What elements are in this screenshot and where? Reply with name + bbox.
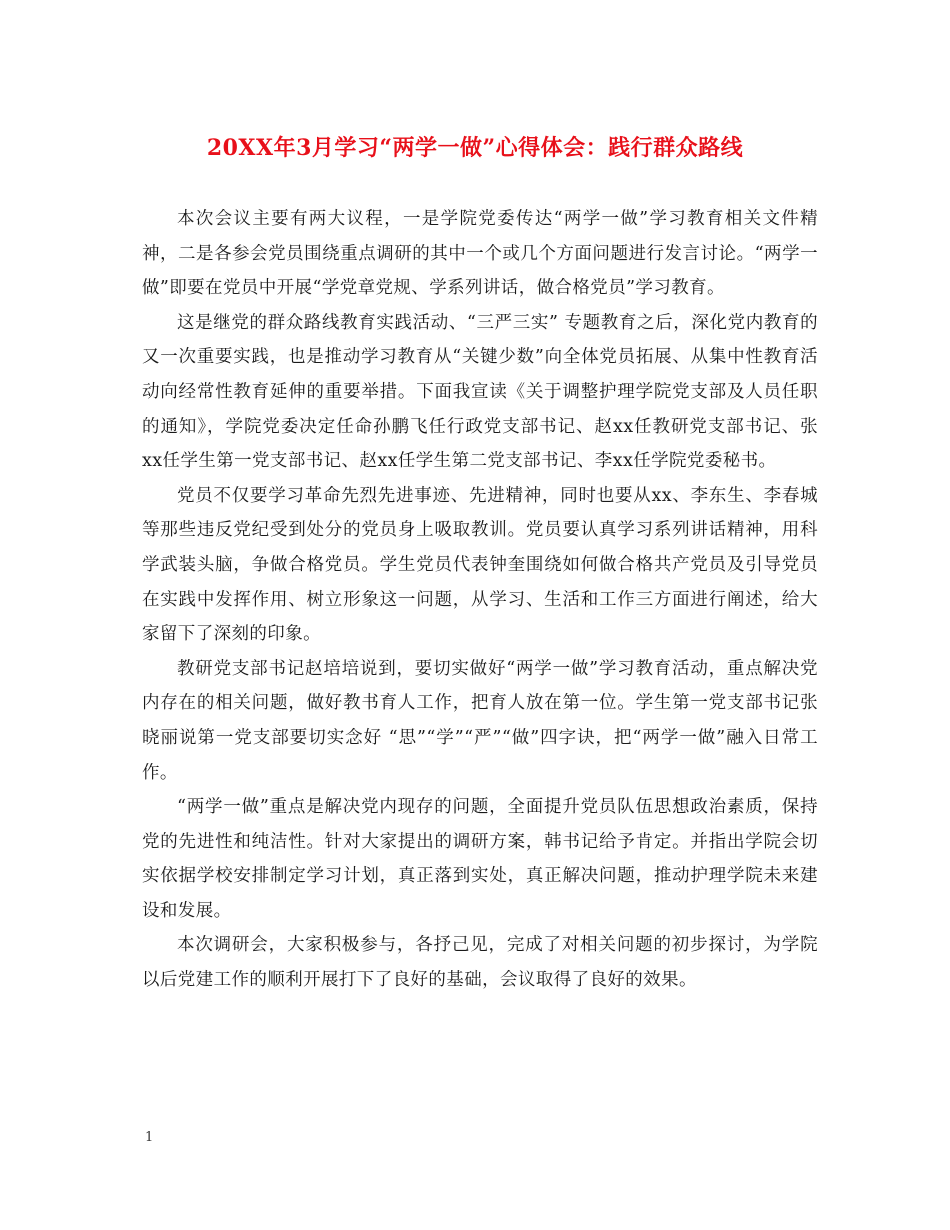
paragraph-2: 这是继党的群众路线教育实践活动、“三严三实” 专题教育之后，深化党内教育的又一次重要实践，也是推动学习教育从“关键少数”向全体党员拓展、从集中性教育活动向经常性教育延伸的重要举措。下面我宣读《关于调整护理学院党支部及人员任职的通知》，学院党委决定任命孙鹏飞任行政党支部书记、赵xx任教研党支部书记、张xx任学生第一党支部书记、赵xx任学生第二党支部书记、李xx任学院党委秘书。 [142,312,818,472]
paragraph-3: 党员不仅要学习革命先烈先进事迹、先进精神，同时也要从xx、李东生、李春城等那些违反党纪受到处分的党员身上吸取教训。党员要认真学习系列讲话精神，用科学武装头脑，争做合格党员。学生党员代表钟奎围绕如何做合格共产党员及引导党员在实践中发挥作用、树立形象这一问题，从学习、生活和工作三方面进行阐述，给大家留下了深刻的印象。 [142,485,818,645]
document-title: 20XX年3月学习“两学一做”心得体会：践行群众路线 [206,135,744,161]
paragraph-5: “两学一做”重点是解决党内现存的问题，全面提升党员队伍思想政治素质，保持党的先进性和纯洁性。针对大家提出的调研方案，韩书记给予肯定。并指出学院会切实依据学校安排制定学习计划，真正落到实处，真正解决问题，推动护理学院未来建设和发展。 [142,797,818,921]
paragraph-6: 本次调研会，大家积极参与，各抒己见，完成了对相关问题的初步探讨，为学院以后党建工作的顺利开展打下了良好的基础，会议取得了良好的效果。 [142,935,818,991]
document-body [142,202,818,998]
paragraph-1: 本次会议主要有两大议程，一是学院党委传达“两学一做”学习教育相关文件精神，二是各参会党员围绕重点调研的其中一个或几个方面问题进行发言讨论。“两学一做”即要在党员中开展“学党章党规、学系列讲话，做合格党员”学习教育。 [142,209,818,299]
paragraph-4: 教研党支部书记赵培培说到，要切实做好“两学一做”学习教育活动，重点解决党内存在的相关问题，做好教书育人工作，把育人放在第一位。学生第一党支部书记张晓丽说第一党支部要切实念好 “思”“学”“严”“做”四字诀，把“两学一做”融入日常工作。 [142,658,818,783]
page-number: 1 [145,1130,154,1145]
